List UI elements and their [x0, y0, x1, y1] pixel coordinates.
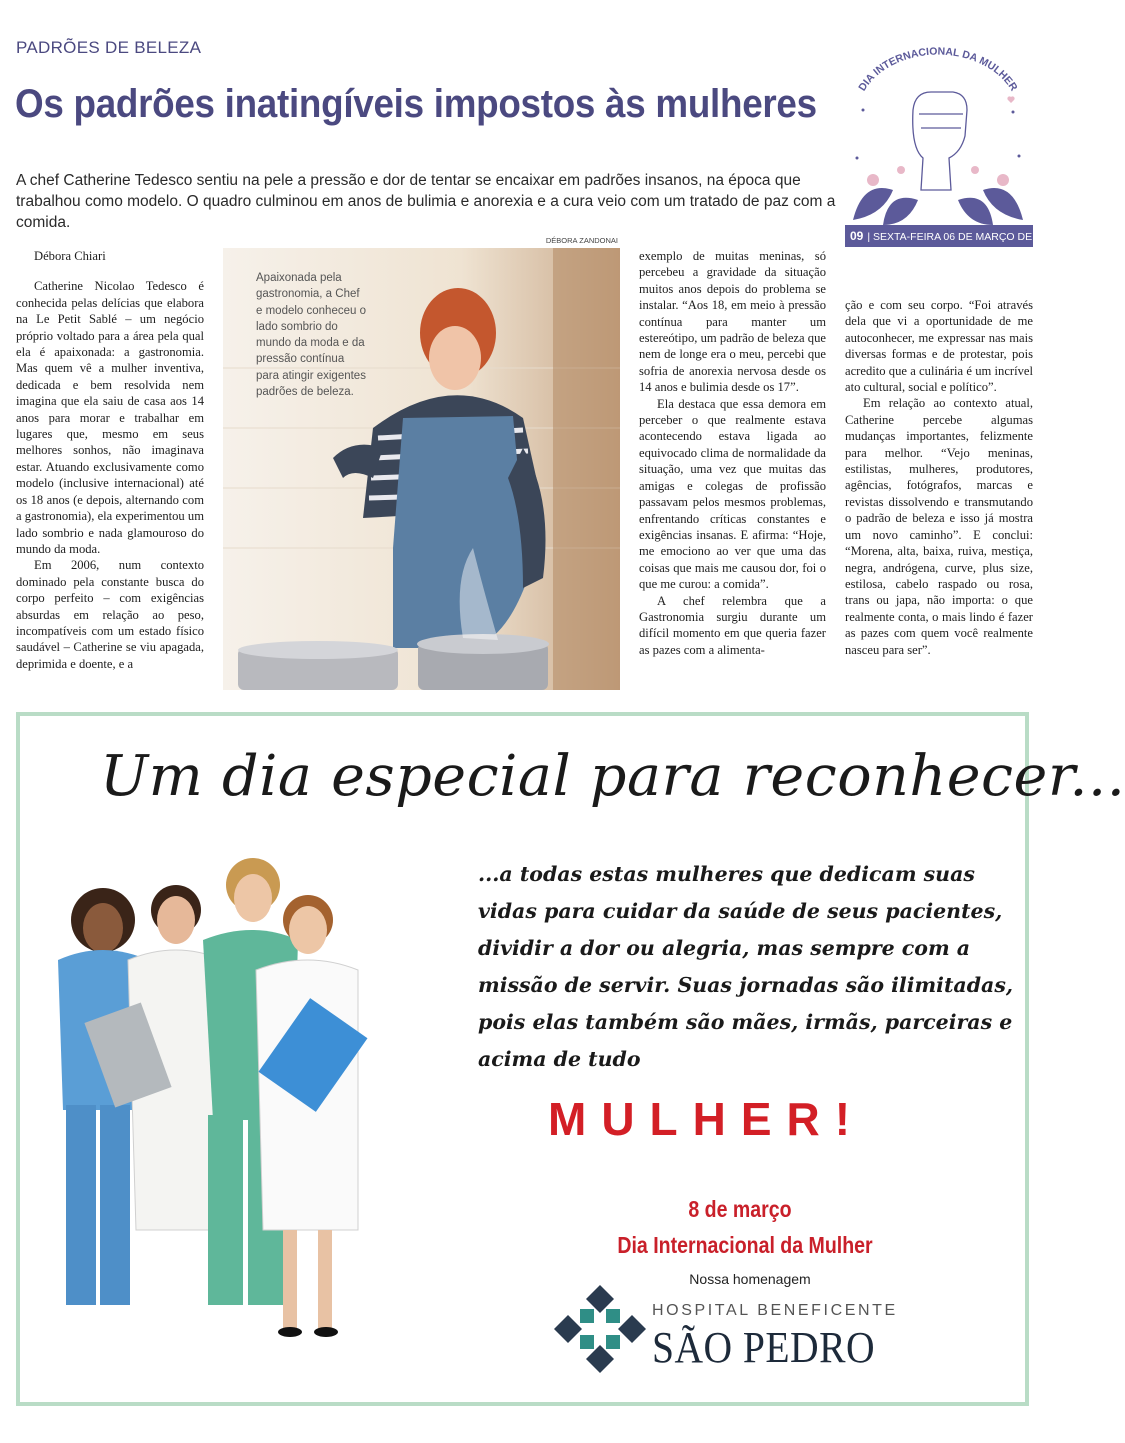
photo-credit: DÉBORA ZANDONAI — [545, 236, 618, 245]
byline: Débora Chiari — [34, 249, 106, 263]
heart-icon — [1007, 96, 1014, 103]
page-date-bar — [845, 225, 1059, 247]
raised-fist-icon — [913, 92, 967, 190]
ad-date: 8 de março — [688, 1196, 792, 1222]
paragraph: Catherine Nicolao Tedesco é conhecida pelas delícias que elabora na Le Petit Sablé – um negócio próprio voltado para a área pela qual ela é apaixonada: a gastronomia. Mas quem vê a mulher inventiva, dedicada e bem resolvida nem imagina que ela saiu de casa aos 14 anos para morar e trabalhar em lugares que, mesmo em seus melhores sonhos, não imaginava estar. Atuando exclusivamente como modelo (inclusive internacional) até os 18 anos (e depois, alternando com a gastronomia), ela experimentou um lado sombrio e nada glamouroso do mundo da moda. — [16, 279, 204, 556]
paragraph: ção e com seu corpo. “Foi através dela que vi a oportunidade de me autoconhecer, me expressar nas mais diversas formas e de protestar, pois acredito que a culinária é um incrível ato cultural, social e político”. — [845, 298, 1033, 395]
womens-day-badge — [843, 40, 1033, 250]
page-number: 09 — [850, 229, 864, 243]
badge-title: DIA INTERNACIONAL DA MULHER — [856, 45, 1020, 94]
paragraph: Em 2006, num contexto dominado pela constante busca do corpo perfeito – com exigências absurdas em relação ao peso, incompatíveis com um estado físico saudável – Catherine se viu apagada, deprimida e doente, e a — [16, 558, 204, 671]
photo-caption: Apaixonada pela gastronomia, a Chef e modelo conheceu o lado sombrio do mundo da moda e da pressão contínua para atingir exigentes padrões de beleza. — [256, 272, 366, 399]
article-deck: A chef Catherine Tedesco sentiu na pele a pressão e dor de tentar se encaixar em padrões insanos, na época que trabalhou como modelo. O quadro culminou em anos de bulimia e anorexia e a cura veio com um tratado de paz com a comida. — [16, 172, 836, 231]
section-label: PADRÕES DE BELEZA — [16, 38, 202, 57]
article-column-1 — [16, 248, 204, 672]
ad-highlight: MULHER! — [548, 1093, 866, 1145]
ad-title: Um dia especial para reconhecer... — [100, 744, 1125, 809]
paragraph: A chef relembra que a Gastronomia surgiu durante um difícil momento em que queria fazer as pazes com a alimenta- — [639, 593, 826, 657]
paragraph: Ela destaca que essa demora em perceber o que realmente estava acontecendo estava ligada ao equivocado clima de normalidade da situação, uma vez que muitas das amigas e colegas de profissão passavam pelos mesmos problemas, enfrentando críticas constantes e exigências insanas. E afirma: “Hoje, me emociono ao ver que uma das coisas que mais me causou dor, foi o que me curou: a comida”. — [639, 396, 826, 592]
hospital-subtitle: HOSPITAL BENEFICENTE — [652, 1302, 898, 1319]
health-workers-illustration — [28, 860, 378, 1350]
ad-occasion: Dia Internacional da Mulher — [617, 1232, 873, 1258]
ad-body: ...a todas estas mulheres que dedicam suas vidas para cuidar da saúde de seus pacientes, dividir a dor ou alegria, mas sempre com a missão de servir. Suas jornadas são ilimitadas, pois elas também são mães, irmãs, parceiras e acima de tudo — [478, 862, 1014, 1071]
ad-homage: Nossa homenagem — [689, 1271, 811, 1287]
paragraph: exemplo de muitas meninas, só percebeu a gravidade da situação muitos anos depois do problema se instalar. “Aos 18, em meio à pressão contínua para manter um estereótipo, um padrão de beleza que nem de longe era o meu, percebi que sofria de anorexia nervosa desde os 14 anos e bulimia desde os 17”. — [639, 249, 826, 395]
article-column-4 — [845, 297, 1033, 658]
paragraph: Em relação ao contexto atual, Catherine percebe algumas mudanças importantes, felizmente para melhor. “Vejo meninas, estilistas, mulheres, produtores, agências, fotógrafos, marcas e revistas dissolvendo e transmutando o padrão de beleza e isso já mostra um novo caminho”. E conclui: “Morena, alta, baixa, ruiva, mestiça, negra, andrógena, curve, plus size, estilosa, cabelo raspado ou rosa, trans ou japa, não importa: o que realmente conta, o mais lindo é fazer as pazes com quem você realmente nasceu para ser”. — [845, 396, 1033, 657]
article-headline: Os padrões inatingíveis impostos às mulheres — [15, 82, 817, 126]
hospital-cross-logo-icon — [552, 1284, 648, 1374]
svg-text:DIA INTERNACIONAL DA MULHER — [856, 45, 1020, 93]
hospital-name: SÃO PEDRO — [652, 1323, 876, 1372]
article-column-3 — [639, 248, 826, 658]
issue-date: | SEXTA-FEIRA 06 DE MARÇO DE 2020 — [867, 231, 1059, 243]
leaves-icon — [853, 188, 1023, 225]
